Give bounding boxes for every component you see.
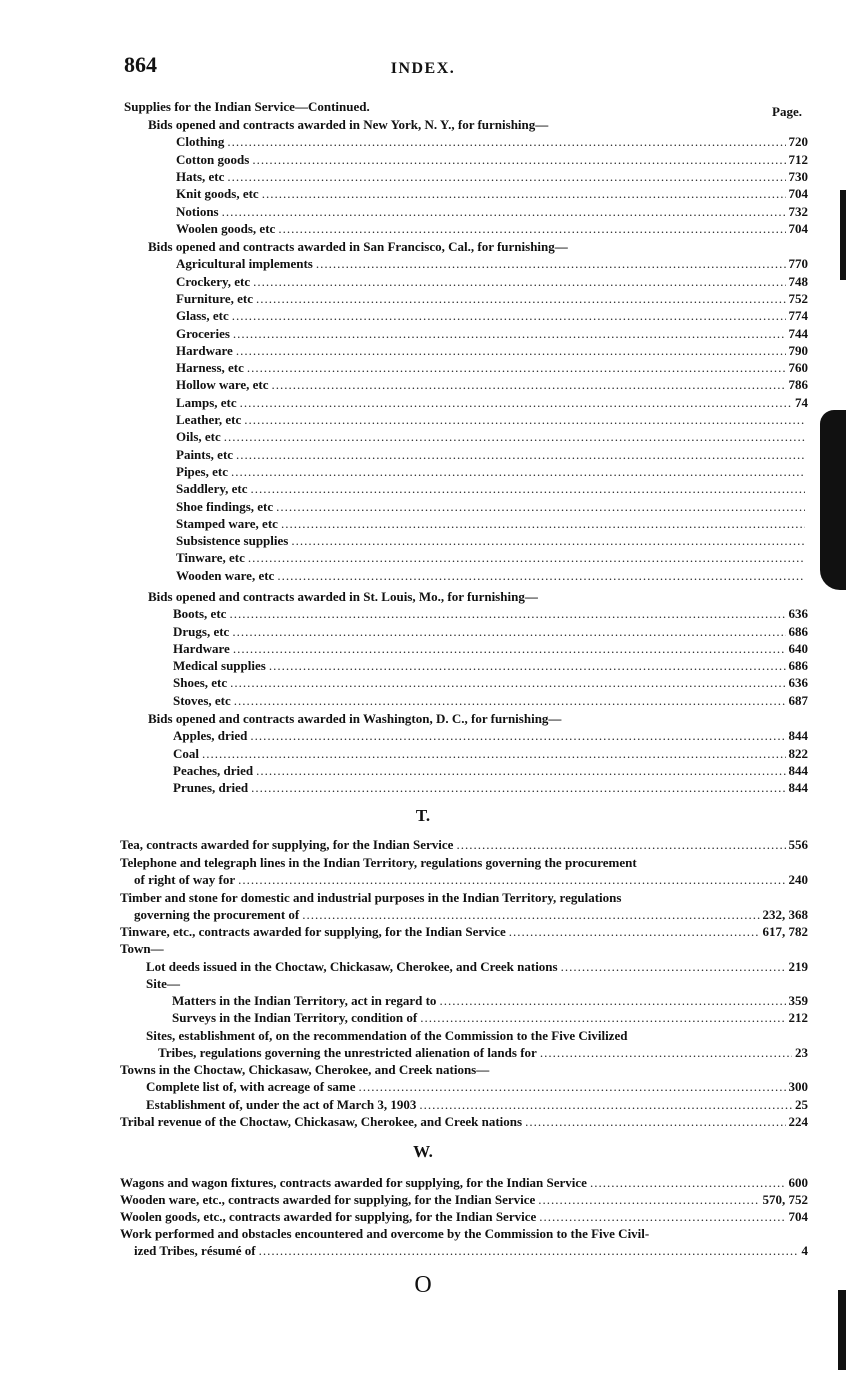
leader-dots xyxy=(256,290,785,307)
leader-dots xyxy=(539,1208,785,1225)
leader-dots xyxy=(278,220,785,237)
index-entry: Prunes, dried ..... 844 xyxy=(173,779,808,796)
index-entry-work: ized Tribes, résumé of ..... 4 xyxy=(134,1242,808,1259)
index-entry-sites: Tribes, regulations governing the unrestricted alienation of lands for ..... 23 xyxy=(158,1044,808,1061)
index-entry-town: Town— xyxy=(120,941,164,956)
index-entry-complete-list: Complete list of, with acreage of same ..... 300 xyxy=(146,1078,808,1095)
leader-dots xyxy=(277,567,805,584)
leader-dots xyxy=(251,480,806,497)
index-entry-tribal-revenue: Tribal revenue of the Choctaw, Chickasaw, Cherokee, and Creek nations ..... 224 xyxy=(120,1113,808,1130)
index-entry-surveys: Surveys in the Indian Territory, condition of ..... 212 xyxy=(172,1009,808,1026)
leader-dots xyxy=(561,958,786,975)
index-entry: Saddlery, etc ..... xyxy=(176,480,808,497)
leader-dots xyxy=(222,203,786,220)
index-entry: Medical supplies ..... 686 xyxy=(173,657,808,674)
index-entry: Drugs, etc ..... 686 xyxy=(173,623,808,640)
leader-dots xyxy=(224,428,805,445)
leader-dots xyxy=(247,359,786,376)
index-entry: Stamped ware, etc ..... xyxy=(176,515,808,532)
index-entry: Groceries ..... 744 xyxy=(176,325,808,342)
index-entry-matters: Matters in the Indian Territory, act in regard to ..... 359 xyxy=(172,992,808,1009)
leader-dots xyxy=(456,836,785,853)
index-entry-wagons: Wagons and wagon fixtures, contracts awarded for supplying, for the Indian Service ..... 600 xyxy=(120,1174,808,1191)
index-entry-work-line1: Work performed and obstacles encountered and overcome by the Commission to the Five Civil- xyxy=(120,1226,650,1241)
scan-edge-mark xyxy=(820,410,846,590)
supplies-heading: Supplies for the Indian Service—Continued. xyxy=(124,99,370,114)
leader-dots xyxy=(244,411,805,428)
index-entry: Woolen goods, etc ..... 704 xyxy=(176,220,808,237)
index-entry: Glass, etc ..... 774 xyxy=(176,307,808,324)
index-entry-sites-line1: Sites, establishment of, on the recommendation of the Commission to the Five Civilized xyxy=(146,1028,628,1043)
index-entry-telephone-line1: Telephone and telegraph lines in the Indian Territory, regulations governing the procurement xyxy=(120,855,637,870)
leader-dots xyxy=(231,463,805,480)
group-heading: Bids opened and contracts awarded in San Francisco, Cal., for furnishing— xyxy=(148,239,568,254)
leader-dots xyxy=(227,168,785,185)
running-title: INDEX. xyxy=(390,60,456,77)
leader-dots xyxy=(509,923,760,940)
index-entry-towns: Towns in the Choctaw, Chickasaw, Cherokee, and Creek nations— xyxy=(120,1062,490,1077)
index-entry: Coal ..... 822 xyxy=(173,745,808,762)
leader-dots xyxy=(359,1078,786,1095)
index-entry: Hardware ..... 640 xyxy=(173,640,808,657)
leader-dots xyxy=(252,151,785,168)
index-entry: Tinware, etc ..... xyxy=(176,549,808,566)
leader-dots xyxy=(232,307,786,324)
leader-dots xyxy=(250,727,785,744)
index-entry: Stoves, etc ..... 687 xyxy=(173,692,808,709)
index-entry: Clothing ..... 720 xyxy=(176,133,808,150)
leader-dots xyxy=(525,1113,785,1130)
leader-dots xyxy=(540,1044,792,1061)
scan-edge-mark xyxy=(838,1290,846,1370)
leader-dots xyxy=(232,623,785,640)
index-entry-timber: governing the procurement of ..... 232, 368 xyxy=(134,906,808,923)
index-entry-wooden-ware: Wooden ware, etc., contracts awarded for supplying, for the Indian Service ..... 570, 752 xyxy=(120,1191,808,1208)
leader-dots xyxy=(240,394,792,411)
leader-dots xyxy=(233,640,786,657)
leader-dots xyxy=(230,674,785,691)
leader-dots xyxy=(248,549,805,566)
index-entry: Knit goods, etc ..... 704 xyxy=(176,185,808,202)
index-entry-timber-line1: Timber and stone for domestic and industrial purposes in the Indian Territory, regulations xyxy=(120,890,622,905)
leader-dots xyxy=(272,376,786,393)
leader-dots xyxy=(238,871,785,888)
index-entry: Hollow ware, etc ..... 786 xyxy=(176,376,808,393)
index-entry: Peaches, dried ..... 844 xyxy=(173,762,808,779)
page-number: 864 xyxy=(124,52,157,77)
index-entry: Boots, etc ..... 636 xyxy=(173,605,808,622)
leader-dots xyxy=(302,906,759,923)
section-letter-w: W. xyxy=(413,1142,433,1161)
leader-dots xyxy=(439,992,785,1009)
index-entry: Apples, dried ..... 844 xyxy=(173,727,808,744)
leader-dots xyxy=(256,762,785,779)
index-entry-lot-deeds: Lot deeds issued in the Choctaw, Chickasaw, Cherokee, and Creek nations ..... 219 xyxy=(146,958,808,975)
page-column-label: Page. xyxy=(772,104,802,119)
leader-dots xyxy=(251,779,785,796)
leader-dots xyxy=(253,273,785,290)
leader-dots xyxy=(202,745,786,762)
index-entry-woolen-goods: Woolen goods, etc., contracts awarded for supplying, for the Indian Service ..... 704 xyxy=(120,1208,808,1225)
group-heading: Bids opened and contracts awarded in New York, N. Y., for furnishing— xyxy=(148,117,549,132)
leader-dots xyxy=(291,532,805,549)
leader-dots xyxy=(229,605,785,622)
index-entry-telephone: of right of way for ..... 240 xyxy=(134,871,808,888)
index-entry-establishment: Establishment of, under the act of March 3, 1903 ..... 25 xyxy=(146,1096,808,1113)
leader-dots xyxy=(236,446,805,463)
index-entry: Notions ..... 732 xyxy=(176,203,808,220)
index-entry: Furniture, etc ..... 752 xyxy=(176,290,808,307)
index-entry: Cotton goods ..... 712 xyxy=(176,151,808,168)
leader-dots xyxy=(316,255,786,272)
end-mark: O xyxy=(414,1272,432,1298)
leader-dots xyxy=(259,1242,799,1259)
leader-dots xyxy=(262,185,786,202)
leader-dots xyxy=(276,498,805,515)
index-entry-tea: Tea, contracts awarded for supplying, for the Indian Service ..... 556 xyxy=(120,836,808,853)
index-entry: Wooden ware, etc ..... xyxy=(176,567,808,584)
leader-dots xyxy=(281,515,805,532)
leader-dots xyxy=(236,342,786,359)
index-entry: Paints, etc ..... xyxy=(176,446,808,463)
index-entry: Subsistence supplies ..... xyxy=(176,532,808,549)
leader-dots xyxy=(420,1009,785,1026)
index-entry: Hardware ..... 790 xyxy=(176,342,808,359)
index-entry: Shoes, etc ..... 636 xyxy=(173,674,808,691)
index-entry: Crockery, etc ..... 748 xyxy=(176,273,808,290)
index-entry: Hats, etc ..... 730 xyxy=(176,168,808,185)
index-entry-site: Site— xyxy=(146,976,180,991)
index-entry: Harness, etc ..... 760 xyxy=(176,359,808,376)
index-entry: Shoe findings, etc ..... xyxy=(176,498,808,515)
leader-dots xyxy=(590,1174,786,1191)
index-entry: Agricultural implements ..... 770 xyxy=(176,255,808,272)
leader-dots xyxy=(227,133,785,150)
group-heading: Bids opened and contracts awarded in St. Louis, Mo., for furnishing— xyxy=(148,589,538,604)
group-heading: Bids opened and contracts awarded in Washington, D. C., for furnishing— xyxy=(148,711,562,726)
leader-dots xyxy=(538,1191,759,1208)
leader-dots xyxy=(233,325,786,342)
section-letter-t: T. xyxy=(415,806,431,825)
scan-edge-mark xyxy=(840,190,846,280)
index-entry: Leather, etc ..... xyxy=(176,411,808,428)
leader-dots xyxy=(419,1096,792,1113)
index-entry: Lamps, etc ..... 74 xyxy=(176,394,808,411)
index-entry: Oils, etc ..... xyxy=(176,428,808,445)
leader-dots xyxy=(234,692,786,709)
index-entry-tinware: Tinware, etc., contracts awarded for supplying, for the Indian Service ..... 617, 782 xyxy=(120,923,808,940)
leader-dots xyxy=(269,657,786,674)
index-entry: Pipes, etc ..... xyxy=(176,463,808,480)
